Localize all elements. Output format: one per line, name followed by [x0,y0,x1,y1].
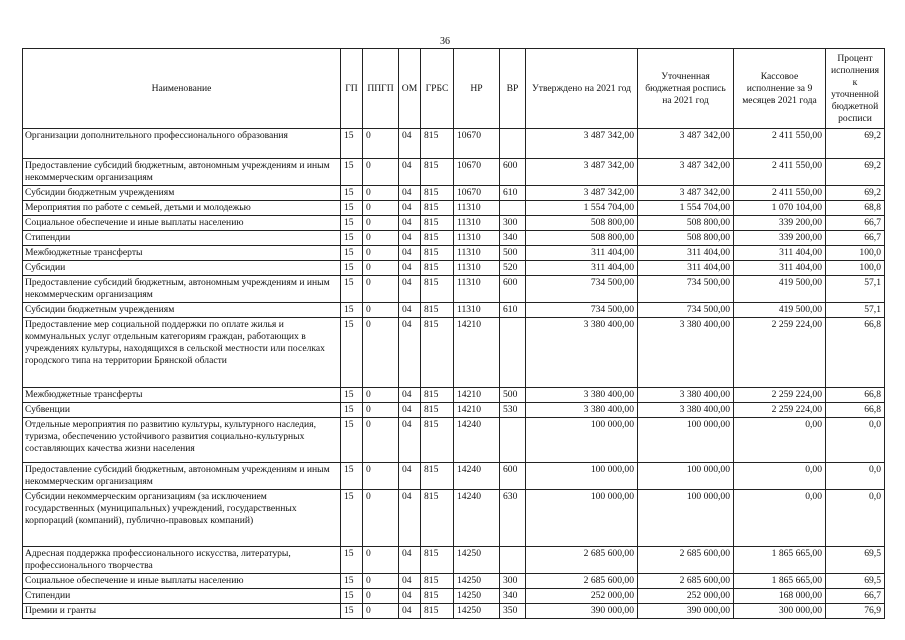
table-row [23,276,885,303]
table-cell-om: 04 [399,186,421,201]
table-cell-ppgp: 0 [363,261,399,276]
table-cell-percent: 76,9 [826,604,885,619]
table-cell-om: 04 [399,276,421,303]
table-cell-name: Субсидии бюджетным учреждениям [23,186,341,201]
table-cell-approved: 2 685 600,00 [526,574,638,589]
table-cell-gp: 15 [341,604,363,619]
table-cell-vr: 600 [500,463,526,490]
table-cell-name: Межбюджетные трансферты [23,246,341,261]
table-cell-np: 11310 [454,201,500,216]
table-cell-refined: 100 000,00 [638,463,734,490]
table-cell-approved: 311 404,00 [526,246,638,261]
header-ppgp: ППГП [363,49,399,129]
table-cell-grbs: 815 [421,276,454,303]
table-cell-vr: 530 [500,403,526,418]
table-cell-cash: 339 200,00 [734,216,826,231]
table-cell-approved: 390 000,00 [526,604,638,619]
table-cell-cash: 1 865 665,00 [734,574,826,589]
table-cell-percent: 0,0 [826,463,885,490]
table-cell-om: 04 [399,574,421,589]
table-cell-grbs: 815 [421,186,454,201]
table-cell-percent: 66,7 [826,216,885,231]
table-cell-om: 04 [399,463,421,490]
table-cell-vr: 340 [500,231,526,246]
table-cell-gp: 15 [341,216,363,231]
table-cell-grbs: 815 [421,159,454,186]
table-cell-om: 04 [399,388,421,403]
table-cell-grbs: 815 [421,216,454,231]
table-row [23,261,885,276]
header-om: ОМ [399,49,421,129]
table-cell-grbs: 815 [421,231,454,246]
table-cell-approved: 734 500,00 [526,303,638,318]
table-cell-cash: 0,00 [734,463,826,490]
table-cell-gp: 15 [341,574,363,589]
table-cell-np: 11310 [454,276,500,303]
table-cell-om: 04 [399,303,421,318]
table-cell-cash: 311 404,00 [734,246,826,261]
table-cell-vr: 520 [500,261,526,276]
table-cell-gp: 15 [341,547,363,574]
table-cell-refined: 734 500,00 [638,303,734,318]
table-cell-om: 04 [399,231,421,246]
table-cell-vr: 350 [500,604,526,619]
table-cell-gp: 15 [341,261,363,276]
table-cell-gp: 15 [341,463,363,490]
table-cell-om: 04 [399,216,421,231]
table-cell-percent: 100,0 [826,246,885,261]
table-cell-ppgp: 0 [363,129,399,159]
table-cell-refined: 508 800,00 [638,216,734,231]
table-cell-approved: 1 554 704,00 [526,201,638,216]
table-cell-ppgp: 0 [363,276,399,303]
table-row [23,159,885,186]
table-cell-approved: 100 000,00 [526,463,638,490]
table-cell-grbs: 815 [421,589,454,604]
table-cell-vr: 600 [500,276,526,303]
table-cell-percent: 69,5 [826,547,885,574]
table-cell-grbs: 815 [421,403,454,418]
table-cell-grbs: 815 [421,547,454,574]
table-row [23,303,885,318]
table-cell-name: Субвенции [23,403,341,418]
table-cell-percent: 57,1 [826,276,885,303]
table-row [23,318,885,388]
table-cell-ppgp: 0 [363,216,399,231]
table-cell-om: 04 [399,604,421,619]
table-cell-approved: 3 380 400,00 [526,388,638,403]
table-cell-percent: 68,8 [826,201,885,216]
table-cell-om: 04 [399,129,421,159]
table-cell-ppgp: 0 [363,201,399,216]
table-cell-percent: 69,2 [826,129,885,159]
table-cell-grbs: 815 [421,490,454,547]
table-cell-refined: 734 500,00 [638,276,734,303]
table-cell-om: 04 [399,547,421,574]
table-cell-grbs: 815 [421,463,454,490]
table-cell-refined: 311 404,00 [638,261,734,276]
header-name: Наименование [23,49,341,129]
table-cell-percent: 0,0 [826,418,885,463]
table-cell-name: Межбюджетные трансферты [23,388,341,403]
table-cell-gp: 15 [341,303,363,318]
table-cell-cash: 2 259 224,00 [734,388,826,403]
table-row [23,201,885,216]
table-cell-vr: 500 [500,388,526,403]
table-cell-refined: 3 487 342,00 [638,186,734,201]
table-cell-vr [500,129,526,159]
table-cell-grbs: 815 [421,129,454,159]
header-vr: ВР [500,49,526,129]
table-cell-np: 14250 [454,589,500,604]
table-cell-cash: 419 500,00 [734,276,826,303]
table-cell-grbs: 815 [421,388,454,403]
table-cell-name: Социальное обеспечение и иные выплаты населению [23,216,341,231]
table-cell-refined: 100 000,00 [638,418,734,463]
table-row [23,589,885,604]
table-cell-name: Предоставление субсидий бюджетным, автономным учреждениям и иным некоммерческим организациям [23,159,341,186]
header-percent: Процент исполнения к уточненной бюджетной росписи [826,49,885,129]
table-cell-refined: 3 380 400,00 [638,403,734,418]
table-cell-gp: 15 [341,231,363,246]
table-cell-name: Стипендии [23,589,341,604]
table-cell-refined: 100 000,00 [638,490,734,547]
table-cell-refined: 1 554 704,00 [638,201,734,216]
table-body [23,129,885,619]
table-cell-ppgp: 0 [363,303,399,318]
table-cell-name: Организации дополнительного профессионального образования [23,129,341,159]
table-cell-refined: 3 487 342,00 [638,129,734,159]
table-row [23,216,885,231]
table-cell-approved: 508 800,00 [526,231,638,246]
table-row [23,604,885,619]
table-cell-cash: 2 259 224,00 [734,318,826,388]
header-refined: Уточненная бюджетная роспись на 2021 год [638,49,734,129]
table-row [23,186,885,201]
header-grbs: ГРБС [421,49,454,129]
table-cell-cash: 339 200,00 [734,231,826,246]
header-row [23,49,885,129]
table-cell-np: 14240 [454,418,500,463]
page-number: 36 [440,36,450,47]
table-cell-np: 14250 [454,574,500,589]
table-cell-approved: 3 380 400,00 [526,403,638,418]
table-cell-name: Субсидии [23,261,341,276]
table-cell-cash: 2 411 550,00 [734,129,826,159]
table-cell-refined: 3 487 342,00 [638,159,734,186]
table-cell-om: 04 [399,403,421,418]
table-cell-np: 14210 [454,403,500,418]
table-cell-grbs: 815 [421,318,454,388]
table-row [23,490,885,547]
table-cell-om: 04 [399,418,421,463]
table-cell-cash: 2 411 550,00 [734,186,826,201]
table-cell-vr: 300 [500,574,526,589]
table-cell-np: 14210 [454,388,500,403]
table-cell-name: Адресная поддержка профессионального искусства, литературы, профессионального творчества [23,547,341,574]
table-cell-vr [500,547,526,574]
table-cell-percent: 66,8 [826,388,885,403]
table-cell-np: 14240 [454,490,500,547]
table-cell-refined: 252 000,00 [638,589,734,604]
table-cell-vr [500,201,526,216]
table-cell-refined: 2 685 600,00 [638,547,734,574]
table-cell-refined: 2 685 600,00 [638,574,734,589]
table-cell-refined: 390 000,00 [638,604,734,619]
table-cell-refined: 311 404,00 [638,246,734,261]
table-cell-ppgp: 0 [363,604,399,619]
table-row [23,547,885,574]
table-row [23,574,885,589]
table-cell-ppgp: 0 [363,463,399,490]
table-cell-gp: 15 [341,276,363,303]
table-row [23,388,885,403]
table-cell-gp: 15 [341,418,363,463]
table-cell-name: Мероприятия по работе с семьей, детьми и молодежью [23,201,341,216]
table-cell-refined: 3 380 400,00 [638,318,734,388]
table-cell-ppgp: 0 [363,186,399,201]
table-cell-grbs: 815 [421,261,454,276]
table-cell-grbs: 815 [421,418,454,463]
table-cell-cash: 1 070 104,00 [734,201,826,216]
table-cell-percent: 100,0 [826,261,885,276]
table-cell-ppgp: 0 [363,574,399,589]
table-row [23,231,885,246]
table-cell-np: 10670 [454,129,500,159]
table-cell-ppgp: 0 [363,318,399,388]
table-cell-cash: 311 404,00 [734,261,826,276]
table-cell-ppgp: 0 [363,159,399,186]
table-cell-grbs: 815 [421,201,454,216]
header-approved: Утверждено на 2021 год [526,49,638,129]
table-cell-ppgp: 0 [363,388,399,403]
header-cash: Кассовое исполнение за 9 месяцев 2021 года [734,49,826,129]
table-cell-om: 04 [399,589,421,604]
table-cell-cash: 1 865 665,00 [734,547,826,574]
table-cell-vr [500,318,526,388]
table-cell-vr: 630 [500,490,526,547]
table-cell-om: 04 [399,318,421,388]
table-cell-cash: 168 000,00 [734,589,826,604]
table-cell-ppgp: 0 [363,231,399,246]
table-row [23,246,885,261]
table-cell-ppgp: 0 [363,547,399,574]
table-cell-ppgp: 0 [363,490,399,547]
table-cell-gp: 15 [341,388,363,403]
table-cell-refined: 3 380 400,00 [638,388,734,403]
budget-table [22,48,885,619]
table-cell-cash: 0,00 [734,418,826,463]
table-row [23,463,885,490]
table-cell-name: Отдельные мероприятия по развитию культуры, культурного наследия, туризма, обеспечению устойчивого развития социально-культурных составляющих качества жизни населения [23,418,341,463]
table-cell-cash: 2 411 550,00 [734,159,826,186]
table-cell-vr: 610 [500,303,526,318]
table-cell-name: Предоставление мер социальной поддержки по оплате жилья и коммунальных услуг отдельным категориям граждан, работающих в учреждениях культуры, находящихся в сельской местности или поселках городского типа на территории Брянской области [23,318,341,388]
table-cell-approved: 734 500,00 [526,276,638,303]
table-cell-om: 04 [399,246,421,261]
table-cell-name: Субсидии некоммерческим организациям (за исключением государственных (муниципальных) учреждений, государственных корпораций (компаний), публично-правовых компаний) [23,490,341,547]
table-cell-om: 04 [399,261,421,276]
table-cell-gp: 15 [341,318,363,388]
table-cell-ppgp: 0 [363,589,399,604]
table-cell-np: 14250 [454,604,500,619]
table-cell-om: 04 [399,490,421,547]
header-gp: ГП [341,49,363,129]
table-row [23,129,885,159]
table-cell-gp: 15 [341,589,363,604]
table-cell-name: Предоставление субсидий бюджетным, автономным учреждениям и иным некоммерческим организациям [23,463,341,490]
table-cell-om: 04 [399,159,421,186]
table-cell-approved: 3 487 342,00 [526,186,638,201]
table-cell-np: 10670 [454,159,500,186]
table-cell-gp: 15 [341,201,363,216]
table-cell-np: 11310 [454,231,500,246]
table-cell-approved: 3 380 400,00 [526,318,638,388]
table-cell-percent: 0,0 [826,490,885,547]
table-cell-percent: 57,1 [826,303,885,318]
table-cell-gp: 15 [341,186,363,201]
table-cell-ppgp: 0 [363,418,399,463]
table-cell-np: 10670 [454,186,500,201]
table-cell-grbs: 815 [421,574,454,589]
table-cell-refined: 508 800,00 [638,231,734,246]
table-cell-percent: 66,8 [826,403,885,418]
table-cell-np: 11310 [454,246,500,261]
table-cell-gp: 15 [341,129,363,159]
table-cell-approved: 2 685 600,00 [526,547,638,574]
table-cell-approved: 311 404,00 [526,261,638,276]
table-cell-cash: 300 000,00 [734,604,826,619]
table-cell-approved: 100 000,00 [526,490,638,547]
table-cell-name: Предоставление субсидий бюджетным, автономным учреждениям и иным некоммерческим организациям [23,276,341,303]
table-cell-gp: 15 [341,246,363,261]
table-cell-cash: 419 500,00 [734,303,826,318]
table-cell-vr: 610 [500,186,526,201]
table-cell-vr: 340 [500,589,526,604]
table-cell-gp: 15 [341,159,363,186]
table-cell-cash: 0,00 [734,490,826,547]
table-cell-ppgp: 0 [363,246,399,261]
table-cell-gp: 15 [341,403,363,418]
table-cell-vr: 600 [500,159,526,186]
table-cell-percent: 69,2 [826,186,885,201]
table-cell-approved: 3 487 342,00 [526,159,638,186]
table-cell-approved: 3 487 342,00 [526,129,638,159]
table-cell-np: 11310 [454,261,500,276]
table-cell-om: 04 [399,201,421,216]
table-cell-name: Субсидии бюджетным учреждениям [23,303,341,318]
table-row [23,403,885,418]
table-cell-vr: 500 [500,246,526,261]
table-cell-grbs: 815 [421,303,454,318]
table-row [23,418,885,463]
table-cell-grbs: 815 [421,246,454,261]
table-cell-np: 11310 [454,303,500,318]
table-cell-name: Социальное обеспечение и иные выплаты населению [23,574,341,589]
table-cell-percent: 69,2 [826,159,885,186]
table-cell-percent: 69,5 [826,574,885,589]
table-cell-name: Стипендии [23,231,341,246]
table-cell-np: 14250 [454,547,500,574]
table-cell-percent: 66,7 [826,231,885,246]
table-cell-np: 14210 [454,318,500,388]
table-cell-approved: 508 800,00 [526,216,638,231]
table-cell-vr [500,418,526,463]
table-cell-gp: 15 [341,490,363,547]
table-cell-percent: 66,7 [826,589,885,604]
table-cell-np: 11310 [454,216,500,231]
header-np: НР [454,49,500,129]
table-cell-cash: 2 259 224,00 [734,403,826,418]
table-cell-name: Премии и гранты [23,604,341,619]
table-cell-vr: 300 [500,216,526,231]
table-cell-np: 14240 [454,463,500,490]
table-cell-grbs: 815 [421,604,454,619]
table-cell-percent: 66,8 [826,318,885,388]
table-cell-approved: 252 000,00 [526,589,638,604]
table-cell-approved: 100 000,00 [526,418,638,463]
table-cell-ppgp: 0 [363,403,399,418]
